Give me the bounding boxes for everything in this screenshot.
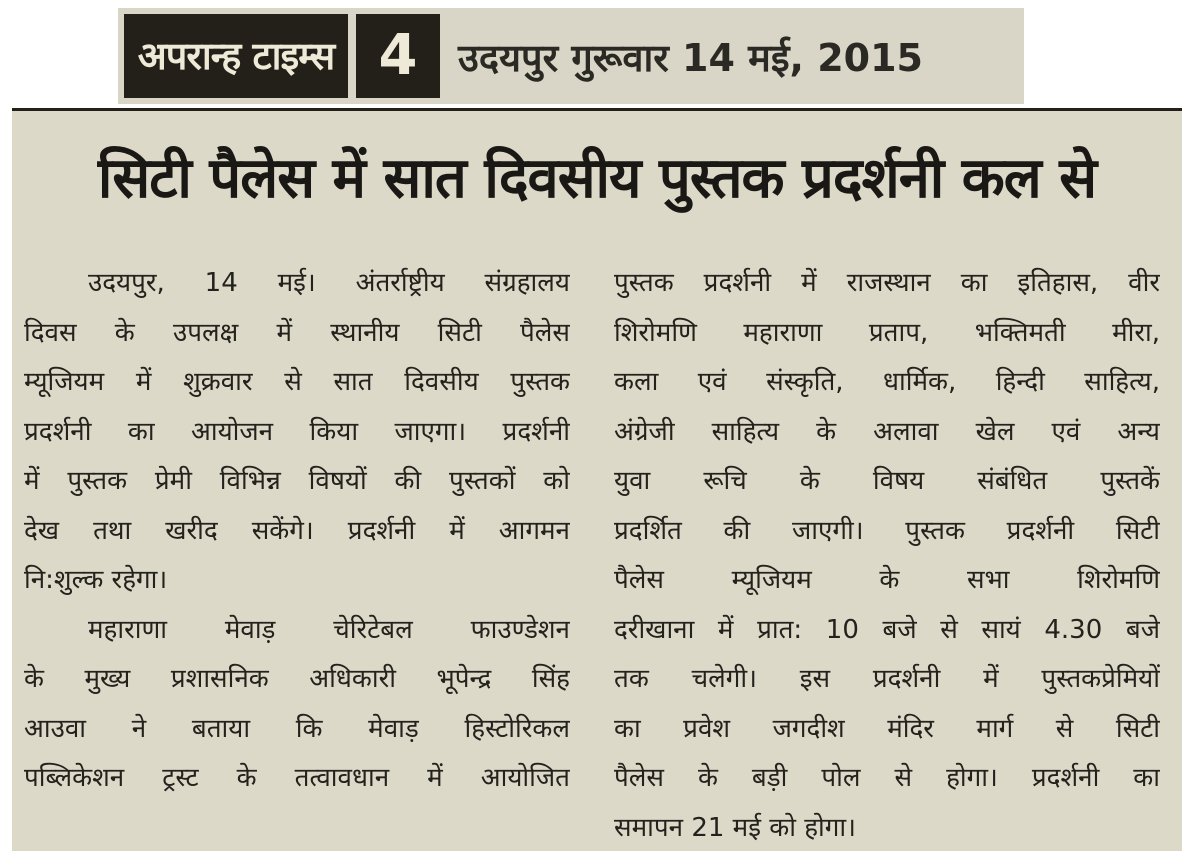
article-line: पुस्तक प्रदर्शनी में राजस्थान का इतिहास, वीर <box>614 268 1160 298</box>
dateline: उदयपुर गुरूवार 14 मई, 2015 <box>458 36 923 80</box>
article-line: तक चलेगी। इस प्रदर्शनी में पुस्तकप्रेमियों <box>614 664 1160 694</box>
article-line: महाराणा मेवाड़ चेरिटेबल फाउण्डेशन <box>88 614 570 645</box>
article-line: उदयपुर, 14 मई। अंतर्राष्ट्रीय संग्रहालय <box>88 268 570 298</box>
article-line: युवा रूचि के विषय संबंधित पुस्तकें <box>614 466 1160 496</box>
article-line: दिवस के उपलक्ष में स्थानीय सिटी पैलेस <box>24 317 570 348</box>
article-line: शिरोमणि महाराणा प्रताप, भक्तिमती मीरा, <box>614 317 1160 348</box>
article-line: पैलेस म्यूजियम के सभा शिरोमणि <box>614 565 1160 595</box>
article-line: के मुख्य प्रशासनिक अधिकारी भूपेन्द्र सिंह <box>24 664 570 694</box>
article-line: म्यूजियम में शुक्रवार से सात दिवसीय पुस्तक <box>24 367 570 397</box>
article-line: में पुस्तक प्रेमी विभिन्न विषयों की पुस्तकों को <box>24 466 570 496</box>
article-line: प्रदर्शनी का आयोजन किया जाएगा। प्रदर्शनी <box>24 416 570 447</box>
article-line: पैलेस के बड़ी पोल से होगा। प्रदर्शनी का <box>614 763 1160 793</box>
newspaper-masthead <box>118 8 1024 104</box>
article-line: समापन 21 मई को होगा। <box>614 812 856 843</box>
news-clipping <box>12 108 1182 851</box>
article-line: दरीखाना में प्रात: 10 बजे से सायं 4.30 बजे <box>614 614 1160 645</box>
article-line: आउवा ने बताया कि मेवाड़ हिस्टोरिकल <box>24 713 570 744</box>
article-line: पब्लिकेशन ट्रस्ट के तत्वावधान में आयोजित <box>24 763 570 793</box>
article-line: प्रदर्शित की जाएगी। पुस्तक प्रदर्शनी सिटी <box>614 515 1160 546</box>
article-column-right <box>614 259 1160 853</box>
article-line: देख तथा खरीद सकेंगे। प्रदर्शनी में आगमन <box>24 515 570 546</box>
newspaper-name-logo: अपरान्ह टाइम्स <box>124 14 348 98</box>
article-column-left <box>24 259 570 804</box>
article-headline: सिटी पैलेस में सात दिवसीय पुस्तक प्रदर्शनी कल से <box>97 146 1097 211</box>
article-line: नि:शुल्क रहेगा। <box>24 565 168 595</box>
page-number: 4 <box>356 14 440 98</box>
article-line: का प्रवेश जगदीश मंदिर मार्ग से सिटी <box>614 713 1160 744</box>
article-line: कला एवं संस्कृति, धार्मिक, हिन्दी साहित्य, <box>614 367 1160 397</box>
article-line: अंग्रेजी साहित्य के अलावा खेल एवं अन्य <box>614 416 1160 447</box>
